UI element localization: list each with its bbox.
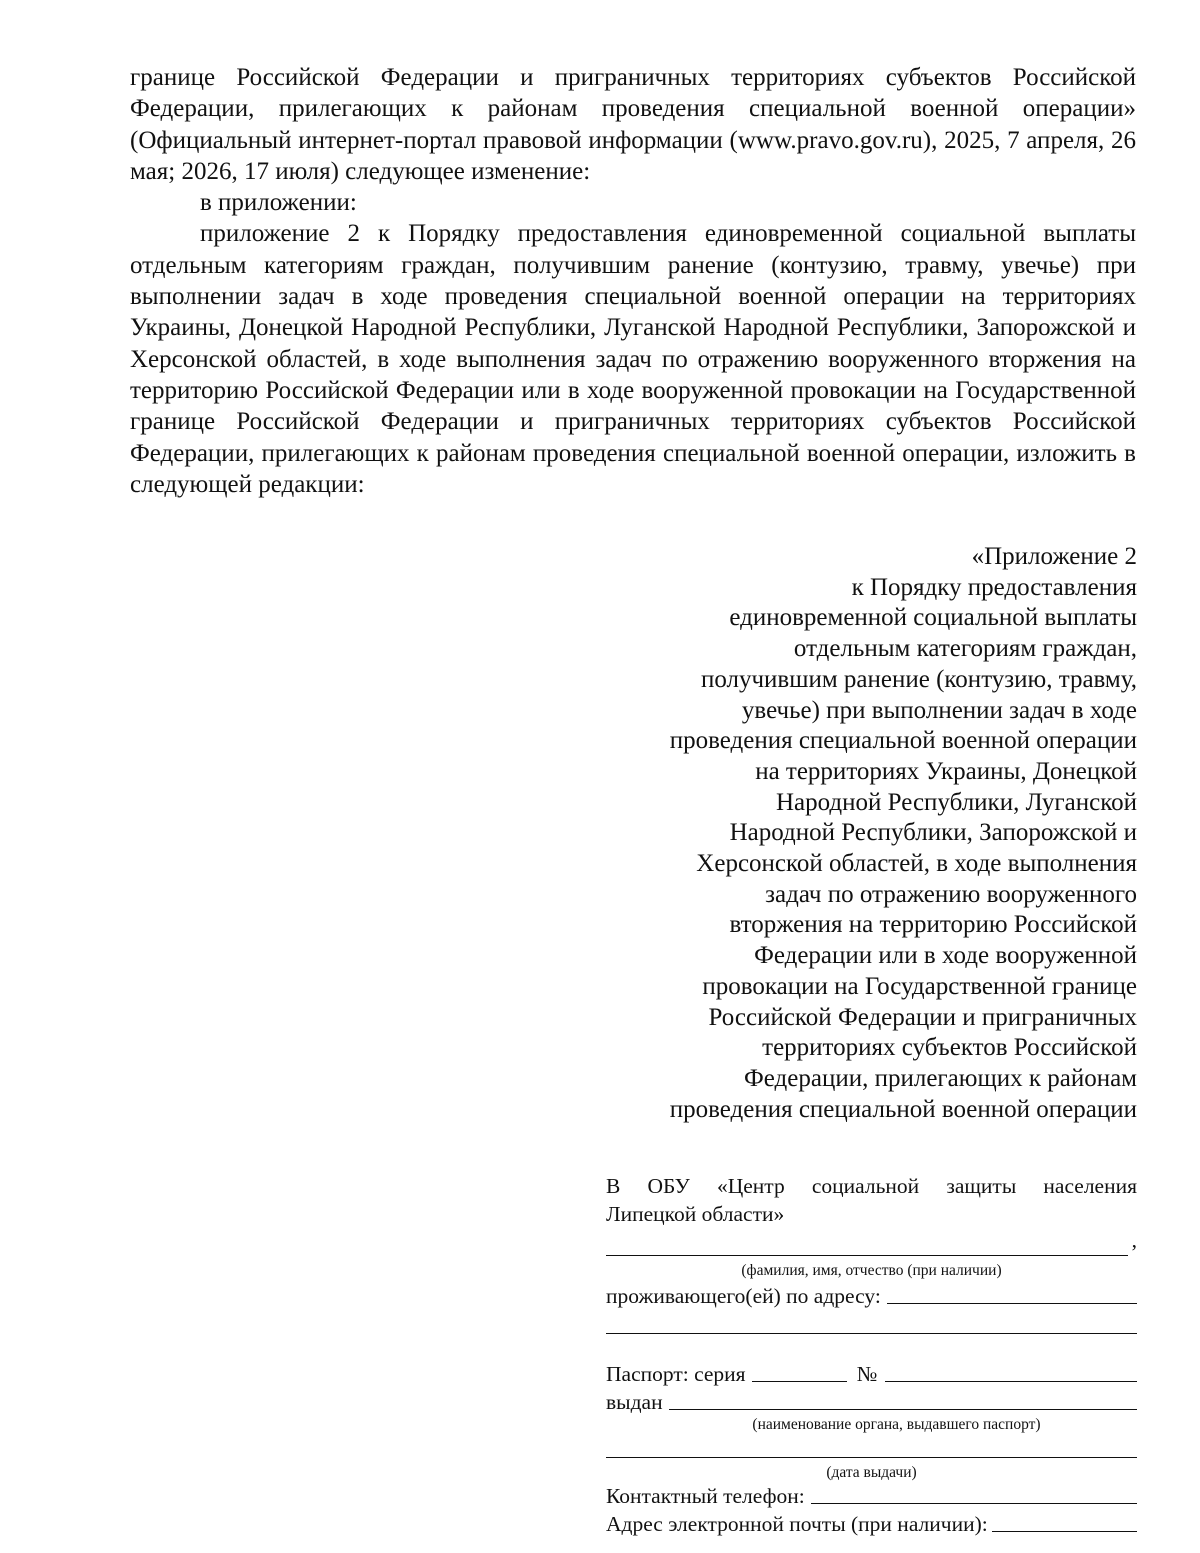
appendix-line: получившим ранение (контузию, травму, bbox=[700, 665, 1137, 693]
issue-date-caption: (дата выдачи) bbox=[826, 1464, 917, 1481]
intro-paragraph: границе Российской Федерации и приграничных территориях субъектов Российской Федерации, прилегающих к районам проведения специальной военной операции» (Официальный интернет-портал правовой информации (www.pravo.gov.ru), 2025, 7 апреля, 26 мая; 2026, 17 июля) следующее изменение: bbox=[130, 64, 1136, 185]
addressee-line: Липецкой области» bbox=[606, 1202, 785, 1226]
issued-by-field[interactable] bbox=[669, 1409, 1137, 1410]
issue-date-field[interactable] bbox=[606, 1457, 1137, 1458]
passport-number-field[interactable] bbox=[885, 1381, 1137, 1382]
appendix-line: единовременной социальной выплаты bbox=[729, 604, 1137, 632]
residence-label: проживающего(ей) по адресу: bbox=[606, 1284, 881, 1308]
residence-address-field-2[interactable] bbox=[606, 1333, 1137, 1334]
appendix-line: «Приложение 2 bbox=[971, 543, 1137, 570]
appendix-line: проведения специальной военной операции bbox=[669, 727, 1137, 755]
appendix-line: вторжения на территорию Российской bbox=[729, 911, 1137, 939]
change-paragraph: приложение 2 к Порядку предоставления единовременной социальной выплаты отдельным категориям граждан, получившим ранение (контузию, травму, увечье) при выполнении задач в ходе проведения специальной военной операции на территориях Украины, Донецкой Народной Республики, Луганской Народной Республики, Запорожской и Херсонской областей, в ходе выполнения задач по отражению вооруженного вторжения на территорию Российской Федерации или в ходе вооруженной провокации на Государственной границе Российской Федерации и приграничных территориях субъектов Российской Федерации, прилегающих к районам проведения специальной военной операции, изложить в следующей редакции: bbox=[130, 220, 1136, 498]
appendix-line: увечье) при выполнении задач в ходе bbox=[741, 696, 1137, 724]
phone-label: Контактный телефон: bbox=[606, 1484, 805, 1508]
passport-number-sign: № bbox=[856, 1362, 878, 1386]
appendix-line: Народной Республики, Луганской bbox=[776, 788, 1137, 816]
appendix-line: Федерации или в ходе вооруженной bbox=[754, 942, 1137, 970]
application-form bbox=[606, 1172, 1137, 1538]
appendix-line: Российской Федерации и приграничных bbox=[708, 1003, 1137, 1031]
issuer-caption: (наименование органа, выдавшего паспорт) bbox=[752, 1416, 1041, 1433]
appendix-line: проведения специальной военной операции bbox=[669, 1095, 1137, 1123]
appendix-line: к Порядку предоставления bbox=[851, 573, 1137, 601]
appendix-line: Федерации, прилегающих к районам bbox=[744, 1064, 1137, 1092]
passport-series-field[interactable] bbox=[752, 1381, 847, 1382]
appendix-line: отдельным категориям граждан, bbox=[793, 635, 1137, 663]
appendix-line: Херсонской областей, в ходе выполнения bbox=[696, 850, 1137, 878]
addressee-line: В ОБУ «Центр социальной защиты населения bbox=[606, 1174, 1137, 1198]
appendix-line: территориях субъектов Российской bbox=[762, 1034, 1137, 1062]
full-name-caption: (фамилия, имя, отчество (при наличии) bbox=[741, 1262, 1002, 1279]
appendix-line: провокации на Государственной границе bbox=[702, 972, 1137, 1000]
amendment-text bbox=[130, 62, 1136, 500]
residence-address-field[interactable] bbox=[887, 1303, 1137, 1304]
passport-series-label: Паспорт: серия bbox=[606, 1362, 746, 1386]
appendix-line: Народной Республики, Запорожской и bbox=[729, 819, 1137, 847]
comma-mark: , bbox=[1131, 1228, 1137, 1252]
in-appendix-paragraph: в приложении: bbox=[200, 189, 357, 217]
email-field[interactable] bbox=[992, 1531, 1137, 1532]
email-label: Адрес электронной почты (при наличии): bbox=[606, 1512, 988, 1536]
appendix-line: на территориях Украины, Донецкой bbox=[755, 757, 1137, 785]
full-name-field[interactable] bbox=[606, 1255, 1128, 1256]
issued-label: выдан bbox=[606, 1390, 663, 1414]
phone-field[interactable] bbox=[811, 1503, 1137, 1504]
appendix-line: задач по отражению вооруженного bbox=[765, 880, 1137, 908]
appendix-header bbox=[600, 542, 1137, 1125]
